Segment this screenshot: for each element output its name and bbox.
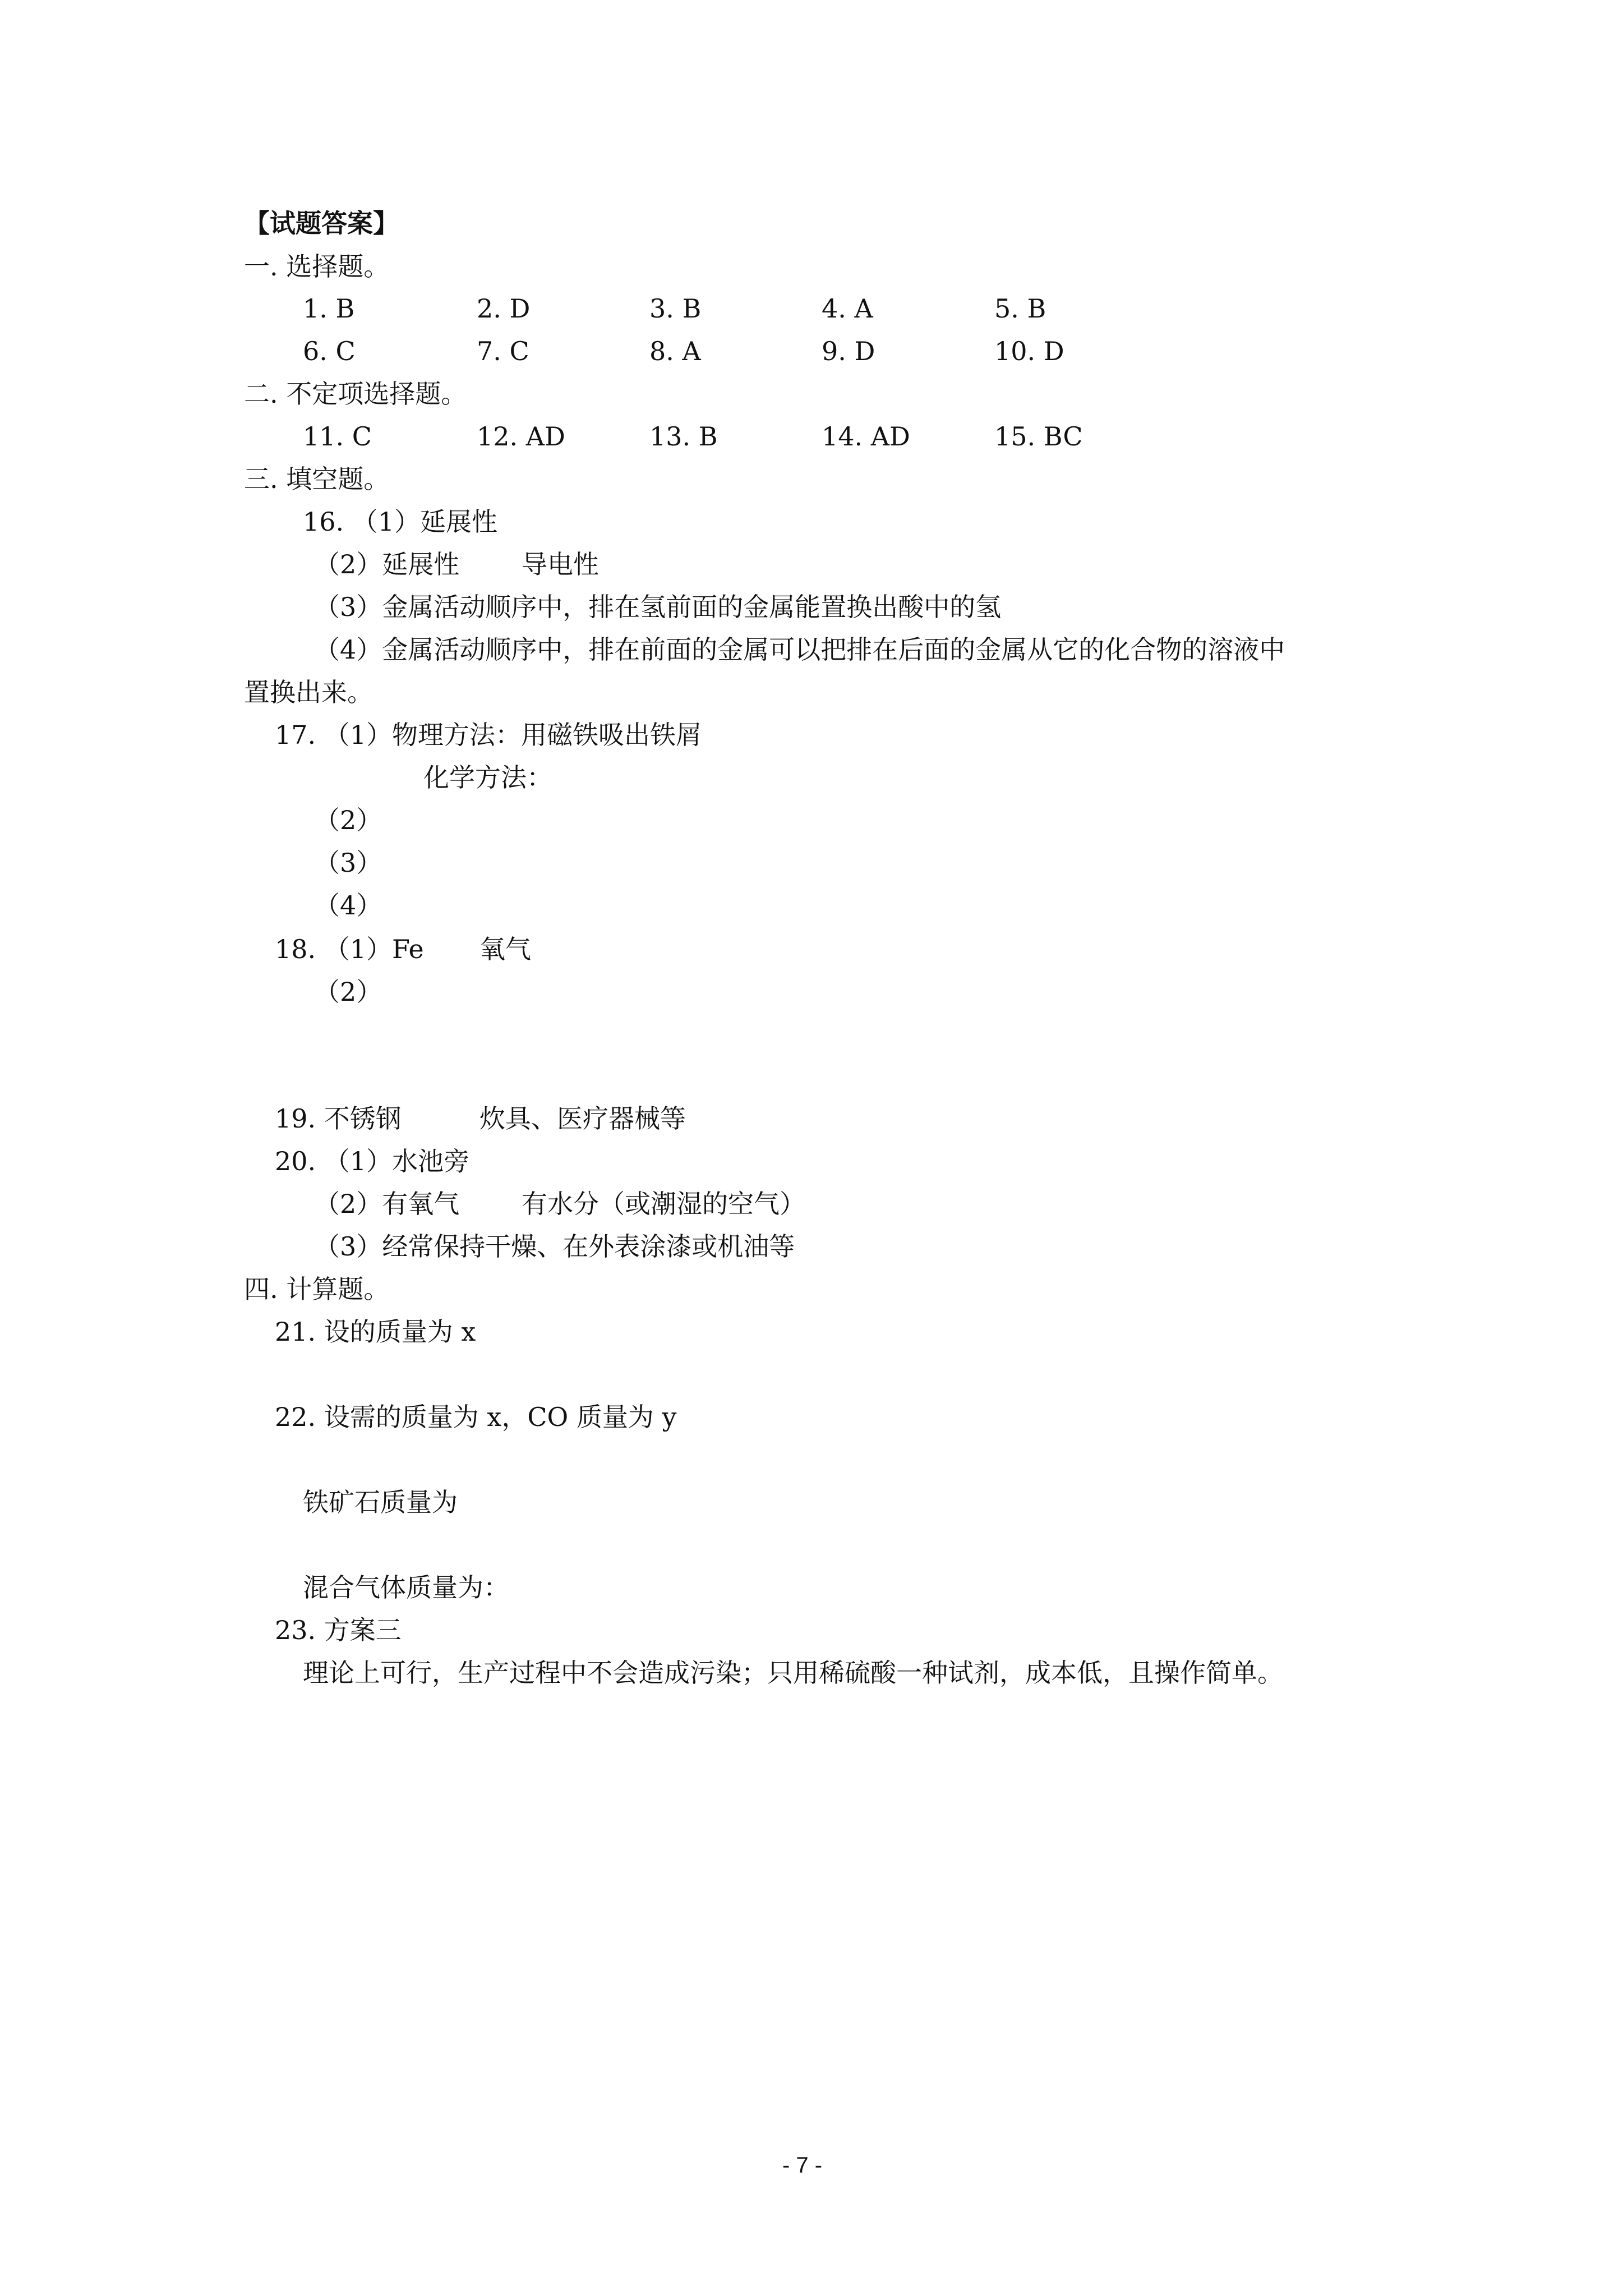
q16-line: 置换出来。 (244, 677, 373, 707)
q22-line: 22. 设需的质量为 x，CO 质量为 y (275, 1402, 677, 1432)
q17-line: 17. （1）物理方法：用磁铁吸出铁屑 (275, 720, 702, 750)
answer-item: 4. A (822, 293, 873, 324)
answer-item: 5. B (994, 293, 1046, 324)
answer-item: 9. D (822, 336, 875, 366)
answer-item: 2. D (477, 293, 531, 324)
q20-line: 20. （1）水池旁 (275, 1146, 470, 1176)
q19-line: 炊具、医疗器械等 (479, 1103, 686, 1134)
answer-item: 7. C (477, 336, 529, 366)
q23-line: 理论上可行，生产过程中不会造成污染；只用稀硫酸一种试剂，成本低，且操作简单。 (303, 1658, 1283, 1688)
answer-item: 13. B (649, 421, 718, 452)
q20-line: （3）经常保持干燥、在外表涂漆或机油等 (314, 1231, 795, 1262)
q17-line: 化学方法： (423, 762, 552, 793)
answer-title: 【试题答案】 (244, 208, 399, 238)
q16-line: 16. （1）延展性 (303, 507, 498, 537)
section-heading-multi-select: 二. 不定项选择题。 (244, 379, 467, 409)
q17-line: （4） (314, 890, 382, 921)
q17-line: （2） (314, 805, 382, 835)
answer-item: 15. BC (994, 421, 1083, 452)
q16-line: （3）金属活动顺序中，排在氢前面的金属能置换出酸中的氢 (314, 592, 1002, 622)
q16-line: （2）延展性 (314, 549, 460, 579)
q16-line: 导电性 (522, 549, 599, 579)
q20-line: 有水分（或潮湿的空气） (522, 1189, 805, 1219)
q20-line: （2）有氧气 (314, 1189, 460, 1219)
answer-item: 10. D (994, 336, 1064, 366)
q18-line: （2） (314, 977, 382, 1007)
section-heading-fill-in: 三. 填空题。 (244, 464, 390, 494)
q19-line: 19. 不锈钢 (275, 1103, 402, 1134)
q22-line: 混合气体质量为： (303, 1572, 509, 1603)
page-number: - 7 - (782, 2153, 823, 2178)
q18-line: 18. （1）Fe (275, 934, 424, 964)
answer-item: 12. AD (477, 421, 565, 452)
answer-item: 8. A (649, 336, 701, 366)
q17-line: （3） (314, 848, 382, 878)
answer-item: 3. B (649, 293, 702, 324)
section-heading-multiple-choice: 一. 选择题。 (244, 251, 390, 282)
section-heading-calculation: 四. 计算题。 (244, 1274, 390, 1304)
answer-item: 14. AD (822, 421, 910, 452)
answer-item: 11. C (303, 421, 372, 452)
answer-item: 6. C (303, 336, 356, 366)
q18-line: 氧气 (479, 934, 531, 964)
q22-line: 铁矿石质量为 (303, 1487, 458, 1517)
answer-item: 1. B (303, 293, 355, 324)
q16-line: （4）金属活动顺序中，排在前面的金属可以把排在后面的金属从它的化合物的溶液中 (314, 634, 1285, 665)
q21-line: 21. 设的质量为 x (275, 1317, 476, 1347)
q23-line: 23. 方案三 (275, 1615, 402, 1645)
